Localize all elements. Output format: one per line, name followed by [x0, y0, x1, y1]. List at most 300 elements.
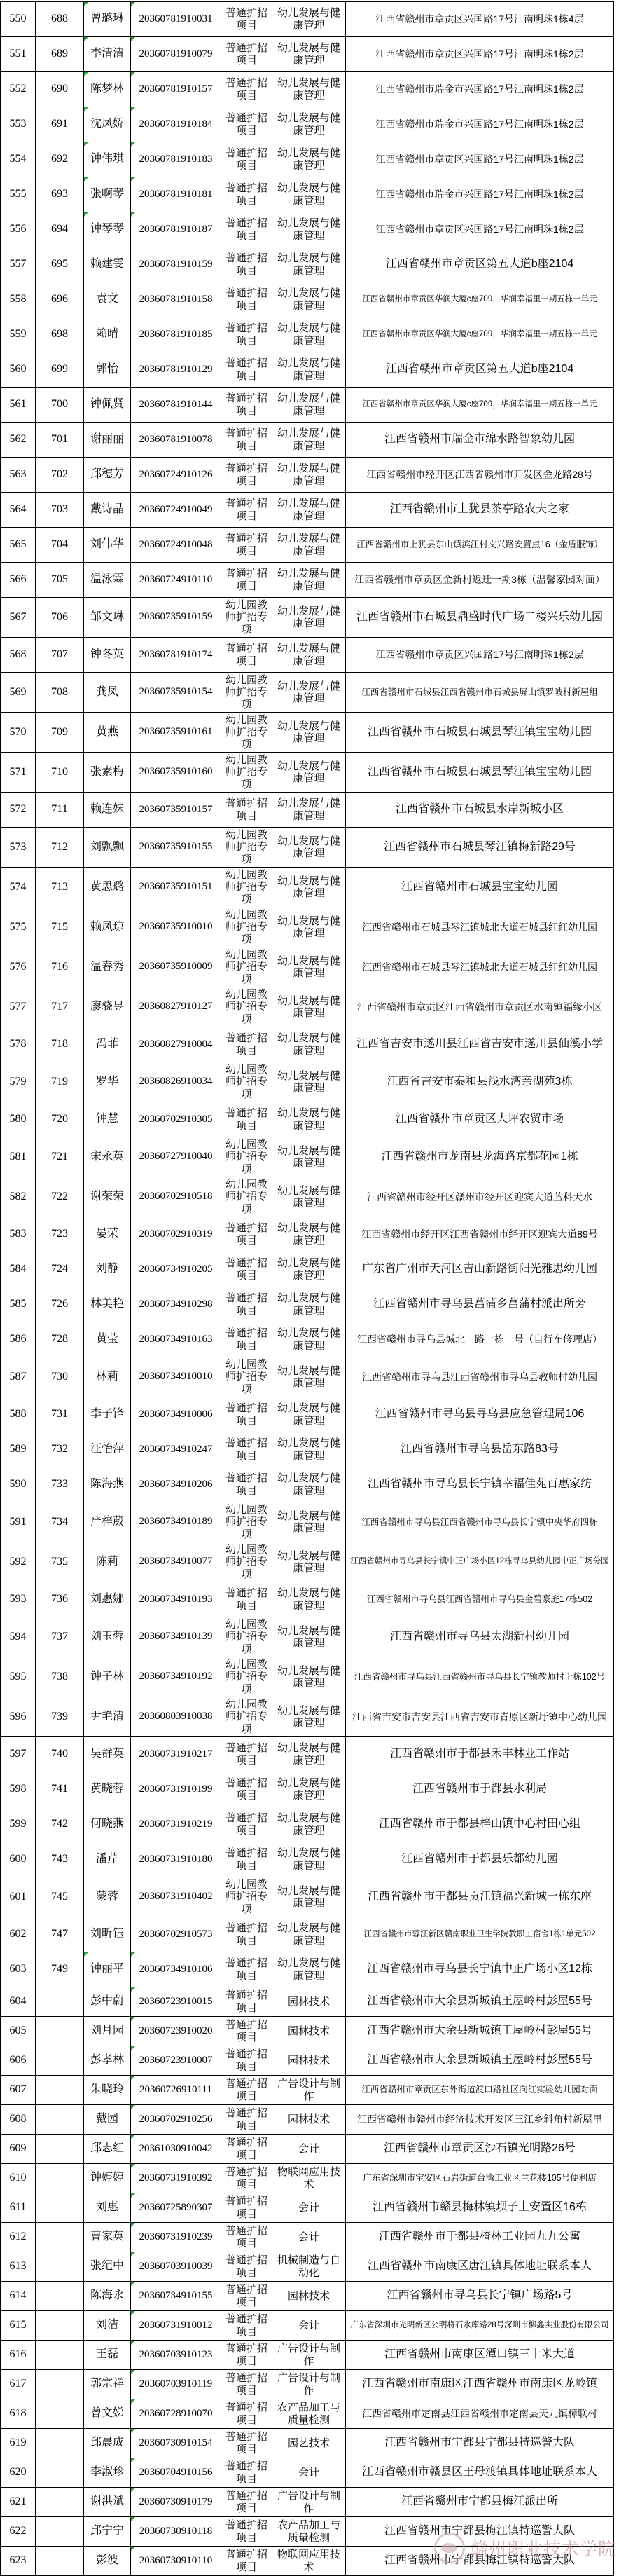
category-cell: 普通扩招项目: [221, 1217, 272, 1252]
id-cell: 20360731910180: [131, 1842, 221, 1877]
category-cell: 幼儿园教师扩招专项: [221, 987, 272, 1027]
table-row: [1, 2046, 614, 2076]
seq-cell: 551: [1, 37, 36, 72]
category-cell: 普通扩招项目: [221, 2017, 272, 2046]
major-cell: 会计: [272, 2311, 346, 2341]
address-cell: 江西省赣州市寻乌县长宁镇广场路5号: [346, 2282, 614, 2311]
name-cell: 钟伟琪: [84, 142, 131, 177]
category-cell: 普通扩招项目: [221, 247, 272, 282]
id-cell: 20360702910256: [131, 2105, 221, 2135]
id-cell: 20360703910123: [131, 2341, 221, 2370]
major-cell: 幼儿发展与健康管理: [272, 458, 346, 493]
major-cell: 幼儿发展与健康管理: [272, 1397, 346, 1432]
address-cell: 江西省赣州市章贡区兴国路17号江南明珠1栋4层: [346, 2, 614, 37]
category-cell: 普通扩招项目: [221, 107, 272, 142]
id-cell: 20360803910038: [131, 1697, 221, 1737]
category-cell: 普通扩招项目: [221, 317, 272, 352]
table-row: [1, 713, 614, 753]
number-cell: 741: [36, 1772, 84, 1807]
seq-cell: 576: [1, 947, 36, 987]
seq-cell: 571: [1, 753, 36, 793]
category-cell: 幼儿园教师扩招专项: [221, 1357, 272, 1397]
address-cell: 江西省赣州市瑞金市兴国路17号江南明珠1栋2层: [346, 177, 614, 212]
seq-cell: 591: [1, 1502, 36, 1542]
seq-cell: 597: [1, 1737, 36, 1772]
name-cell: 戴园: [84, 2105, 131, 2135]
seq-cell: 564: [1, 493, 36, 528]
name-cell: 陈海燕: [84, 1467, 131, 1502]
number-cell: [36, 1987, 84, 2017]
name-cell: 彭孝林: [84, 2046, 131, 2076]
address-cell: 广东省广州市天河区吉山新路街阳光雅思幼儿园: [346, 1252, 614, 1287]
seq-cell: 608: [1, 2105, 36, 2135]
seq-cell: 583: [1, 1217, 36, 1252]
address-cell: 江西省赣州市石城县琴江镇梅新路29号: [346, 828, 614, 868]
name-cell: 郭怡: [84, 352, 131, 388]
category-cell: 普通扩招项目: [221, 528, 272, 563]
category-cell: 普通扩招项目: [221, 1397, 272, 1432]
address-cell: 江西省赣州市南康区江西省赣州市南康区龙岭镇: [346, 2370, 614, 2399]
name-cell: 吴群英: [84, 1737, 131, 1772]
address-cell: 江西省赣州市赣州市经济技术开发区三江乡斜角村新屋里: [346, 2105, 614, 2135]
name-cell: 谢荣荣: [84, 1177, 131, 1217]
major-cell: 幼儿发展与健康管理: [272, 1467, 346, 1502]
number-cell: 718: [36, 1027, 84, 1062]
number-cell: [36, 2252, 84, 2282]
number-cell: 702: [36, 458, 84, 493]
address-cell: 江西省赣州市寻乌县江西省赣州市寻乌县长宁镇教师村十栋102号: [346, 1657, 614, 1697]
address-cell: 江西省赣州市上犹县东山镇滨江村文兴路安置点16（金盾服饰）: [346, 528, 614, 563]
address-cell: 广东省深圳市光明新区公明将石水库路28号深圳市柳鑫实业股份有限公司: [346, 2311, 614, 2341]
table-row: [1, 2341, 614, 2370]
name-cell: 钟琴琴: [84, 212, 131, 247]
table-row: [1, 1772, 614, 1807]
table-row: [1, 458, 614, 493]
major-cell: 广告设计与制作: [272, 2076, 346, 2105]
seq-cell: 578: [1, 1027, 36, 1062]
major-cell: 幼儿发展与健康管理: [272, 713, 346, 753]
major-cell: 幼儿发展与健康管理: [272, 1737, 346, 1772]
category-cell: 普通扩招项目: [221, 1287, 272, 1322]
table-row: [1, 2429, 614, 2458]
table-row: [1, 352, 614, 388]
table-row: [1, 1357, 614, 1397]
seq-cell: 561: [1, 388, 36, 423]
id-cell: 20360702910319: [131, 1217, 221, 1252]
name-cell: 汪怡萍: [84, 1432, 131, 1467]
number-cell: [36, 2341, 84, 2370]
seq-cell: 610: [1, 2164, 36, 2193]
address-cell: 江西省赣州市章贡区兴国路17号江南明珠1栋2层: [346, 142, 614, 177]
name-cell: 刘伟华: [84, 528, 131, 563]
address-cell: 江西省赣州市章贡区兴国路17号江南明珠1栋2层: [346, 37, 614, 72]
id-cell: 20360724910049: [131, 493, 221, 528]
name-cell: 赖晴: [84, 317, 131, 352]
category-cell: 普通扩招项目: [221, 1842, 272, 1877]
seq-cell: 584: [1, 1252, 36, 1287]
seq-cell: 611: [1, 2193, 36, 2223]
category-cell: 普通扩招项目: [221, 2, 272, 37]
table-row: [1, 1322, 614, 1357]
category-cell: 普通扩招项目: [221, 72, 272, 107]
category-cell: 普通扩招项目: [221, 458, 272, 493]
address-cell: 江西省赣州市上犹县茶亭路农夫之家: [346, 493, 614, 528]
name-cell: 郭宗祥: [84, 2370, 131, 2399]
seq-cell: 553: [1, 107, 36, 142]
table-row: [1, 1137, 614, 1177]
major-cell: 幼儿发展与健康管理: [272, 1842, 346, 1877]
name-cell: 彭波: [84, 2547, 131, 2576]
seq-cell: 612: [1, 2223, 36, 2252]
address-cell: 江西省赣州市蓉江新区赣南职业卫生学院教职工宿舍1栋1单元502: [346, 1917, 614, 1952]
major-cell: 幼儿发展与健康管理: [272, 1322, 346, 1357]
address-cell: 江西省赣州市寻乌县江西省赣州市寻乌县长宁镇中央华府四栋: [346, 1502, 614, 1542]
id-cell: 20360734910298: [131, 1287, 221, 1322]
address-cell: 江西省赣州市寻乌县江西省赣州市寻乌县教师村幼儿园: [346, 1357, 614, 1397]
id-cell: 20360781910187: [131, 212, 221, 247]
category-cell: 普通扩招项目: [221, 1917, 272, 1952]
category-cell: 普通扩招项目: [221, 2547, 272, 2576]
table-row: [1, 1877, 614, 1917]
number-cell: 698: [36, 317, 84, 352]
name-cell: 曾璐琳: [84, 2, 131, 37]
seq-cell: 579: [1, 1062, 36, 1102]
number-cell: [36, 2282, 84, 2311]
number-cell: 742: [36, 1807, 84, 1842]
major-cell: 幼儿发展与健康管理: [272, 1617, 346, 1657]
major-cell: 广告设计与制作: [272, 2341, 346, 2370]
major-cell: 幼儿发展与健康管理: [272, 1542, 346, 1582]
seq-cell: 550: [1, 2, 36, 37]
id-cell: 20361030910042: [131, 2135, 221, 2164]
number-cell: 690: [36, 72, 84, 107]
id-cell: 20360781910079: [131, 37, 221, 72]
name-cell: 钟丽平: [84, 1952, 131, 1987]
id-cell: 20360730910154: [131, 2429, 221, 2458]
number-cell: 708: [36, 673, 84, 713]
table-row: [1, 2164, 614, 2193]
address-cell: 江西省赣州市赣县区王母渡镇具体地址联系本人: [346, 2458, 614, 2488]
major-cell: 幼儿发展与健康管理: [272, 1582, 346, 1617]
number-cell: [36, 2399, 84, 2429]
table-row: [1, 388, 614, 423]
address-cell: 江西省赣州市于都县水利局: [346, 1772, 614, 1807]
address-cell: 江西省赣州市寻乌县江西省赣州市寻乌县金碧豪庭17栋502: [346, 1582, 614, 1617]
name-cell: 赖连妹: [84, 793, 131, 828]
address-cell: 江西省赣州市章贡区第五大道b座2104: [346, 247, 614, 282]
category-cell: 普通扩招项目: [221, 2135, 272, 2164]
address-cell: 江西省赣州市寻乌县岳东路83号: [346, 1432, 614, 1467]
address-cell: 江西省赣州市于都县乐都幼儿园: [346, 1842, 614, 1877]
category-cell: 普通扩招项目: [221, 1737, 272, 1772]
id-cell: 20360734910163: [131, 1322, 221, 1357]
name-cell: 龚凤: [84, 673, 131, 713]
id-cell: 20360724910110: [131, 563, 221, 598]
table-row: [1, 1987, 614, 2017]
major-cell: 幼儿发展与健康管理: [272, 317, 346, 352]
major-cell: 幼儿发展与健康管理: [272, 1877, 346, 1917]
major-cell: 幼儿发展与健康管理: [272, 1217, 346, 1252]
category-cell: 普通扩招项目: [221, 2429, 272, 2458]
major-cell: 幼儿发展与健康管理: [272, 598, 346, 638]
category-cell: 普通扩招项目: [221, 282, 272, 317]
major-cell: 幼儿发展与健康管理: [272, 947, 346, 987]
table-row: [1, 1177, 614, 1217]
id-cell: 20360781910159: [131, 247, 221, 282]
address-cell: 江西省赣州市章贡区兴国路17号江南明珠1栋2层: [346, 212, 614, 247]
table-row: [1, 1582, 614, 1617]
id-cell: 20360723910020: [131, 2017, 221, 2046]
table-row: [1, 2076, 614, 2105]
major-cell: 广告设计与制作: [272, 2370, 346, 2399]
major-cell: 幼儿发展与健康管理: [272, 1697, 346, 1737]
table-row: [1, 2223, 614, 2252]
seq-cell: 573: [1, 828, 36, 868]
id-cell: 20360730910179: [131, 2488, 221, 2517]
seq-cell: 600: [1, 1842, 36, 1877]
seq-cell: 563: [1, 458, 36, 493]
address-cell: 江西省赣州市瑞金市兴国路17号江南明珠1栋2层: [346, 107, 614, 142]
major-cell: 园林技术: [272, 1987, 346, 2017]
seq-cell: 567: [1, 598, 36, 638]
number-cell: [36, 2311, 84, 2341]
major-cell: 幼儿发展与健康管理: [272, 987, 346, 1027]
name-cell: 袁文: [84, 282, 131, 317]
major-cell: 会计: [272, 2223, 346, 2252]
number-cell: 724: [36, 1252, 84, 1287]
name-cell: 温泳霖: [84, 563, 131, 598]
number-cell: [36, 2046, 84, 2076]
address-cell: 江西省赣州市寻乌县长宁镇幸福佳苑百惠家纺: [346, 1467, 614, 1502]
name-cell: 刘玉蓉: [84, 1617, 131, 1657]
table-row: [1, 177, 614, 212]
table-row: [1, 1027, 614, 1062]
category-cell: 普通扩招项目: [221, 563, 272, 598]
seq-cell: 601: [1, 1877, 36, 1917]
number-cell: 731: [36, 1397, 84, 1432]
id-cell: 20360731910392: [131, 2164, 221, 2193]
table-row: [1, 1697, 614, 1737]
address-cell: 江西省赣州市章贡区大坪农贸市场: [346, 1102, 614, 1137]
number-cell: [36, 2488, 84, 2517]
major-cell: 幼儿发展与健康管理: [272, 1102, 346, 1137]
address-cell: 江西省赣州市赣县梅林镇坝子上安置区16栋: [346, 2193, 614, 2223]
id-cell: 20360727910040: [131, 1137, 221, 1177]
table-row: [1, 2370, 614, 2399]
name-cell: 钟婷婷: [84, 2164, 131, 2193]
name-cell: 张啊琴: [84, 177, 131, 212]
major-cell: 幼儿发展与健康管理: [272, 107, 346, 142]
number-cell: 701: [36, 423, 84, 458]
number-cell: 733: [36, 1467, 84, 1502]
seq-cell: 570: [1, 713, 36, 753]
number-cell: [36, 2223, 84, 2252]
seq-cell: 588: [1, 1397, 36, 1432]
address-cell: 江西省赣州市南康区唐江镇具体地址联系本人: [346, 2252, 614, 2282]
id-cell: 20360734910006: [131, 1397, 221, 1432]
table-row: [1, 947, 614, 987]
major-cell: 物联网应用技术: [272, 2164, 346, 2193]
id-cell: 20360734910139: [131, 1617, 221, 1657]
table-row: [1, 107, 614, 142]
seq-cell: 560: [1, 352, 36, 388]
table-row: [1, 2517, 614, 2547]
address-cell: 江西省赣州市瑞金市兴国路17号江南明珠1栋2层: [346, 72, 614, 107]
table-row: [1, 1917, 614, 1952]
number-cell: 723: [36, 1217, 84, 1252]
id-cell: 20360735910009: [131, 947, 221, 987]
category-cell: 普通扩招项目: [221, 1467, 272, 1502]
id-cell: 20360734910192: [131, 1657, 221, 1697]
category-cell: 普通扩招项目: [221, 2341, 272, 2370]
address-cell: 江西省赣州市寻乌县城北一路一栋一号（自行车修理店）: [346, 1322, 614, 1357]
id-cell: 20360703910119: [131, 2370, 221, 2399]
name-cell: 刘昕钰: [84, 1917, 131, 1952]
category-cell: 普通扩招项目: [221, 423, 272, 458]
table-row: [1, 828, 614, 868]
address-cell: 江西省赣州市章贡区江西省赣州市章贡区水南镇福缘小区: [346, 987, 614, 1027]
spreadsheet-page: [0, 1, 619, 2576]
address-cell: 江西省赣州市石城县石城县琴江镇宝宝幼儿园: [346, 713, 614, 753]
table-row: [1, 1737, 614, 1772]
address-cell: 江西省赣州市石城县石城县琴江镇宝宝幼儿园: [346, 753, 614, 793]
table-row: [1, 868, 614, 907]
seq-cell: 575: [1, 907, 36, 947]
number-cell: 730: [36, 1357, 84, 1397]
major-cell: 幼儿发展与健康管理: [272, 528, 346, 563]
number-cell: [36, 2547, 84, 2576]
number-cell: 696: [36, 282, 84, 317]
id-cell: 20360735910151: [131, 868, 221, 907]
category-cell: 普通扩招项目: [221, 1252, 272, 1287]
seq-cell: 556: [1, 212, 36, 247]
seq-cell: 592: [1, 1542, 36, 1582]
name-cell: 罗华: [84, 1062, 131, 1102]
seq-cell: 587: [1, 1357, 36, 1397]
major-cell: 幼儿发展与健康管理: [272, 247, 346, 282]
address-cell: 江西省赣州市定南县江西省赣州市定南县天九镇樟联村: [346, 2399, 614, 2429]
name-cell: 尹艳清: [84, 1697, 131, 1737]
number-cell: 726: [36, 1287, 84, 1322]
name-cell: 黄思璐: [84, 868, 131, 907]
table-row: [1, 1617, 614, 1657]
category-cell: 幼儿园教师扩招专项: [221, 1502, 272, 1542]
seq-cell: 602: [1, 1917, 36, 1952]
table-row: [1, 2458, 614, 2488]
number-cell: 703: [36, 493, 84, 528]
seq-cell: 618: [1, 2399, 36, 2429]
table-row: [1, 37, 614, 72]
id-cell: 20360731910012: [131, 2311, 221, 2341]
name-cell: 刘惠娜: [84, 1582, 131, 1617]
number-cell: 732: [36, 1432, 84, 1467]
major-cell: 幼儿发展与健康管理: [272, 828, 346, 868]
major-cell: 幼儿发展与健康管理: [272, 212, 346, 247]
address-cell: 江西省赣州市龙南县龙海路京都花园1栋: [346, 1137, 614, 1177]
major-cell: 园林技术: [272, 2017, 346, 2046]
category-cell: 普通扩招项目: [221, 638, 272, 673]
seq-cell: 586: [1, 1322, 36, 1357]
category-cell: 幼儿园教师扩招专项: [221, 1542, 272, 1582]
id-cell: 20360781910078: [131, 423, 221, 458]
address-cell: 江西省赣州市于都县梓山镇中心村田心组: [346, 1807, 614, 1842]
number-cell: 734: [36, 1502, 84, 1542]
number-cell: [36, 2135, 84, 2164]
major-cell: 幼儿发展与健康管理: [272, 563, 346, 598]
category-cell: 普通扩招项目: [221, 2252, 272, 2282]
category-cell: 普通扩招项目: [221, 1322, 272, 1357]
category-cell: 普通扩招项目: [221, 1102, 272, 1137]
seq-cell: 598: [1, 1772, 36, 1807]
number-cell: [36, 2017, 84, 2046]
major-cell: 幼儿发展与健康管理: [272, 1502, 346, 1542]
address-cell: 江西省赣州市石城县鼎盛时代广场二楼兴乐幼儿园: [346, 598, 614, 638]
seq-cell: 559: [1, 317, 36, 352]
id-cell: 20360781910031: [131, 2, 221, 37]
number-cell: 693: [36, 177, 84, 212]
id-cell: 20360826910034: [131, 1062, 221, 1102]
major-cell: 幼儿发展与健康管理: [272, 1027, 346, 1062]
category-cell: 幼儿园教师扩招专项: [221, 1177, 272, 1217]
id-cell: 20360734910247: [131, 1432, 221, 1467]
table-row: [1, 1542, 614, 1582]
roster-table: [0, 1, 617, 2576]
number-cell: 691: [36, 107, 84, 142]
id-cell: 20360735910157: [131, 793, 221, 828]
id-cell: 20360724910048: [131, 528, 221, 563]
id-cell: 20360723910007: [131, 2046, 221, 2076]
seq-cell: 604: [1, 1987, 36, 2017]
name-cell: 廖骁昱: [84, 987, 131, 1027]
number-cell: 707: [36, 638, 84, 673]
name-cell: 谢丽丽: [84, 423, 131, 458]
seq-cell: 615: [1, 2311, 36, 2341]
name-cell: 戴诗晶: [84, 493, 131, 528]
id-cell: 20360702910305: [131, 1102, 221, 1137]
major-cell: 幼儿发展与健康管理: [272, 423, 346, 458]
address-cell: 江西省赣州市寻乌县长宁镇中正广场小区12栋: [346, 1952, 614, 1987]
table-row: [1, 638, 614, 673]
id-cell: 20360735910160: [131, 753, 221, 793]
major-cell: 幼儿发展与健康管理: [272, 638, 346, 673]
id-cell: 20360731910199: [131, 1772, 221, 1807]
id-cell: 20360735910155: [131, 828, 221, 868]
id-cell: 20360827910127: [131, 987, 221, 1027]
category-cell: 幼儿园教师扩招专项: [221, 1062, 272, 1102]
name-cell: 曾文娣: [84, 2399, 131, 2429]
name-cell: 刘惠: [84, 2193, 131, 2223]
number-cell: 699: [36, 352, 84, 388]
number-cell: 715: [36, 907, 84, 947]
table-row: [1, 2488, 614, 2517]
id-cell: 20360734910206: [131, 1467, 221, 1502]
address-cell: 江西省赣州市宁都县宁都县特巡警大队: [346, 2429, 614, 2458]
name-cell: 钟慧: [84, 1102, 131, 1137]
major-cell: 幼儿发展与健康管理: [272, 1177, 346, 1217]
category-cell: 普通扩招项目: [221, 2488, 272, 2517]
id-cell: 20360731910239: [131, 2223, 221, 2252]
category-cell: 普通扩招项目: [221, 1987, 272, 2017]
number-cell: 695: [36, 247, 84, 282]
seq-cell: 565: [1, 528, 36, 563]
number-cell: 689: [36, 37, 84, 72]
category-cell: 普通扩招项目: [221, 1807, 272, 1842]
major-cell: 会计: [272, 2135, 346, 2164]
category-cell: 幼儿园教师扩招专项: [221, 598, 272, 638]
major-cell: 幼儿发展与健康管理: [272, 493, 346, 528]
name-cell: 黄晓蓉: [84, 1772, 131, 1807]
name-cell: 冯菲: [84, 1027, 131, 1062]
